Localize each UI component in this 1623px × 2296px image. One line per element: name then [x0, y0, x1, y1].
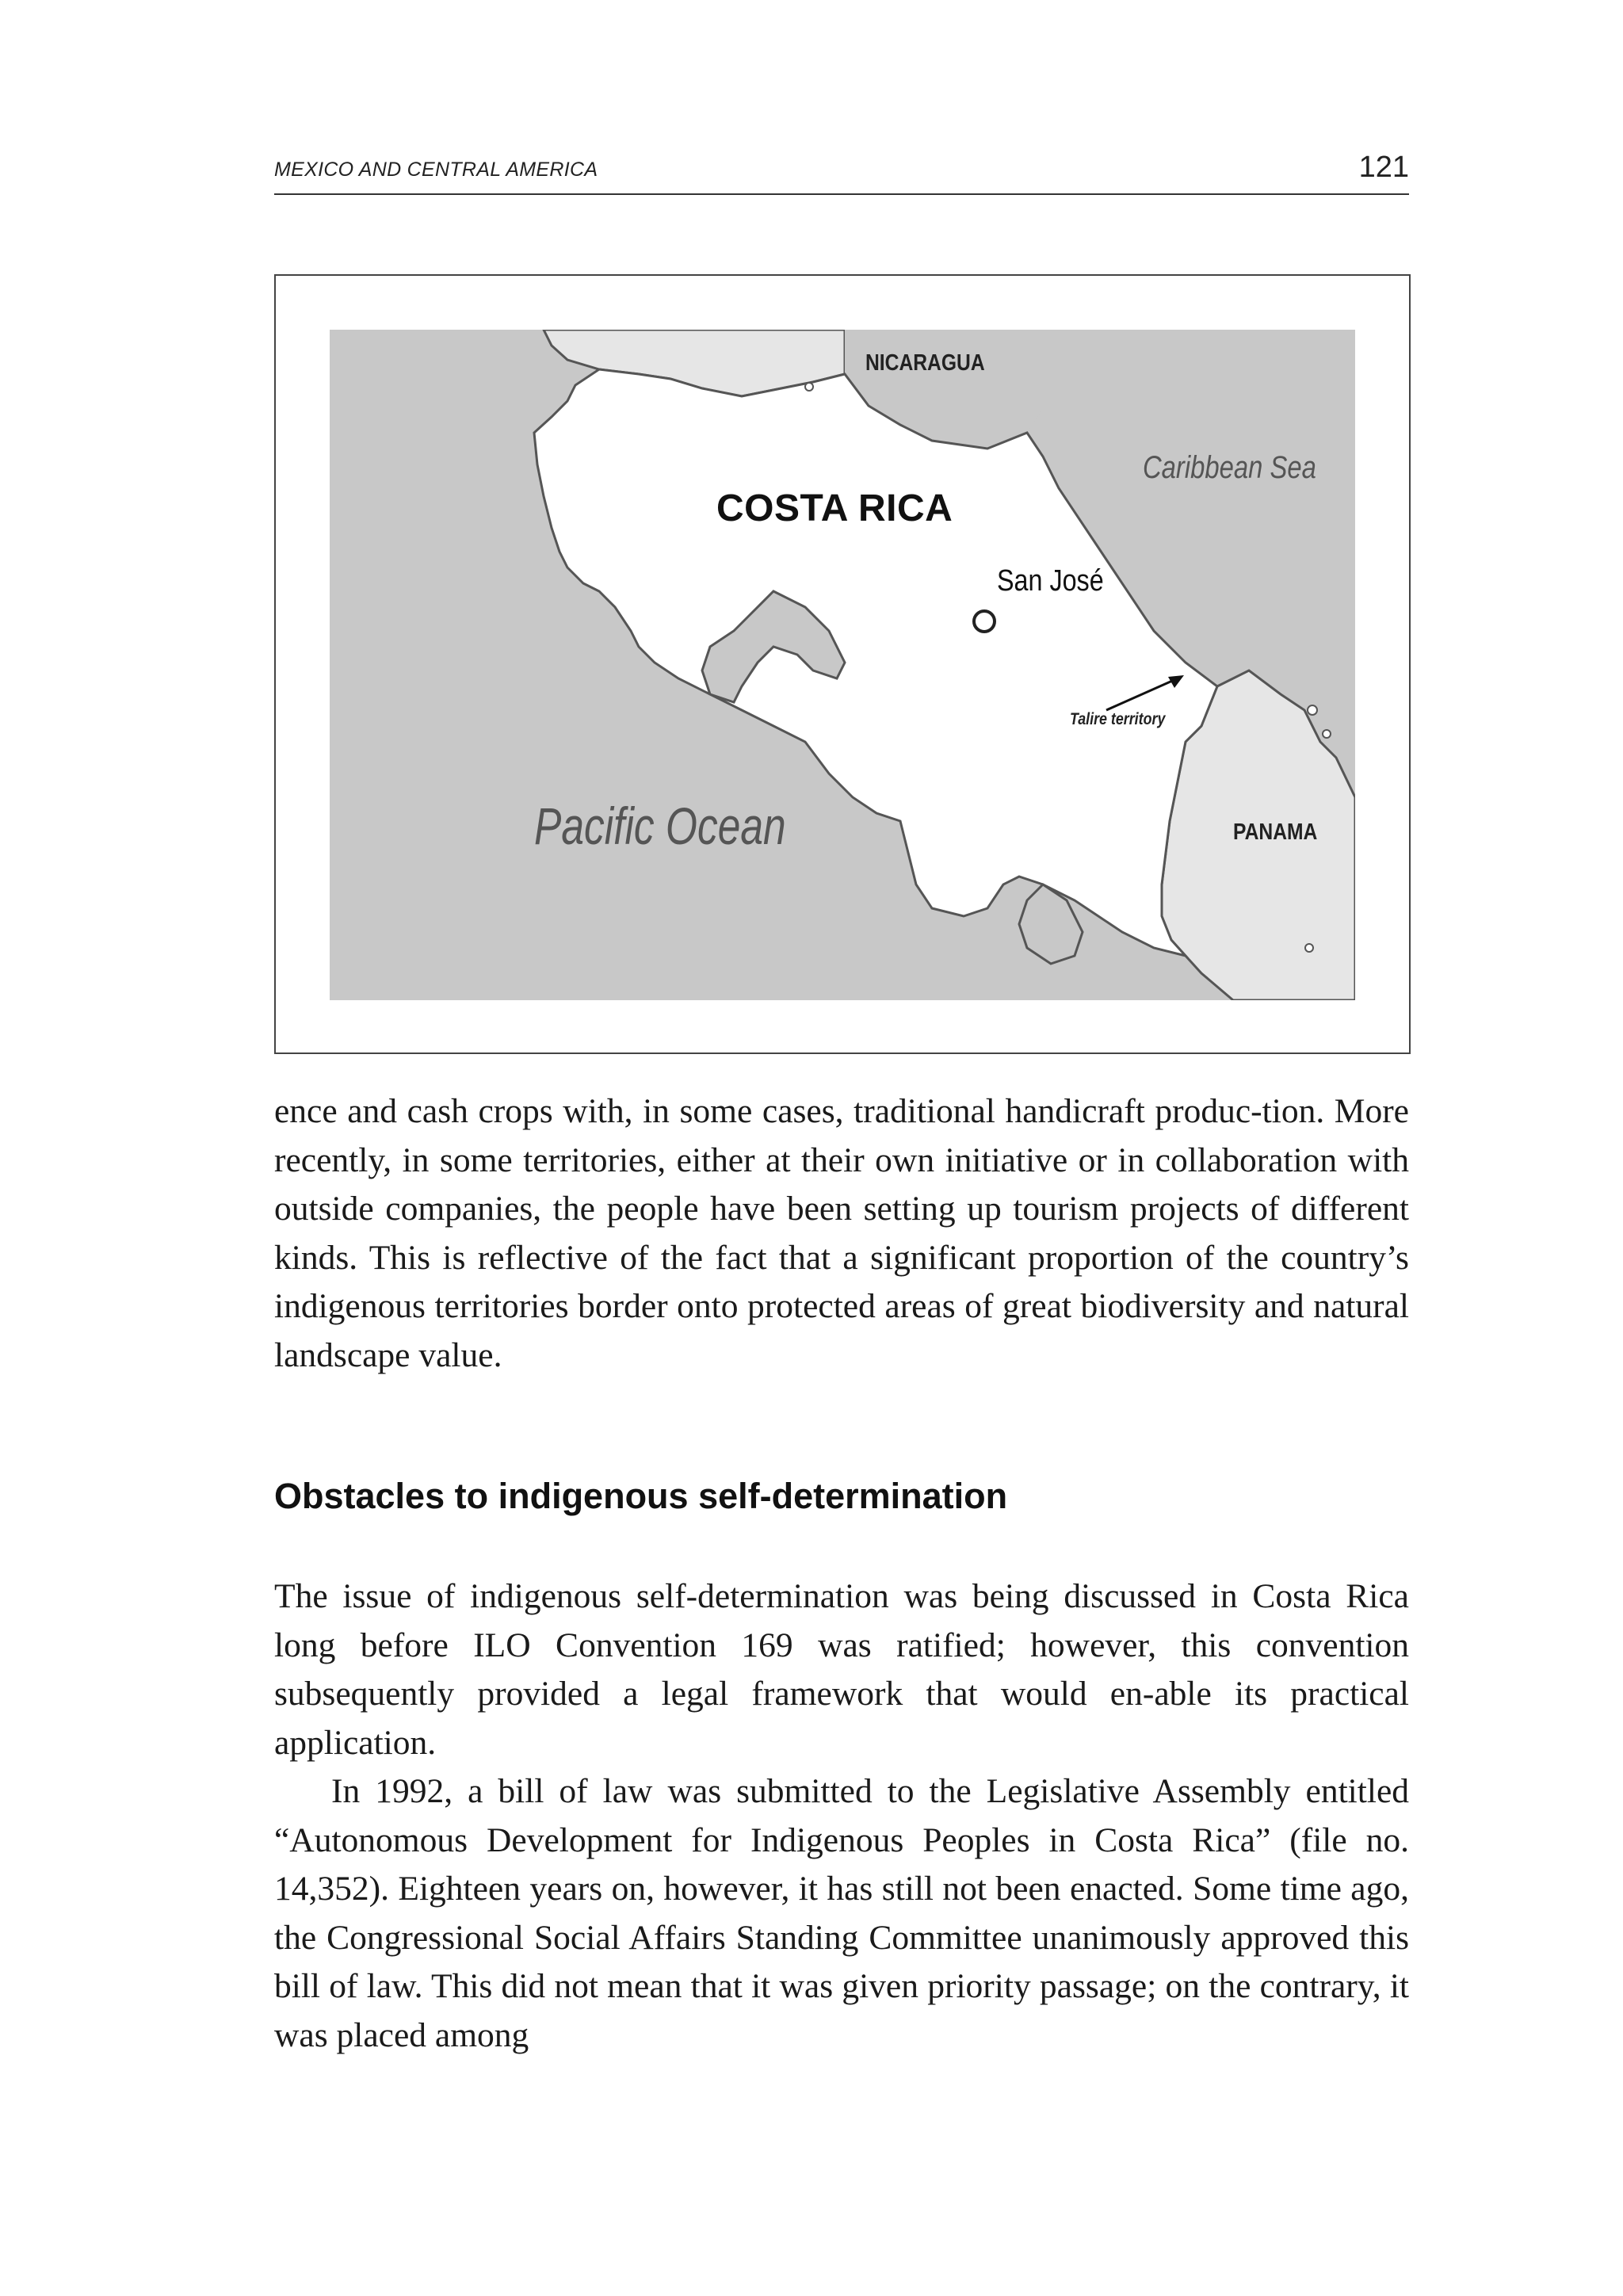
island — [1308, 705, 1317, 715]
running-head-title: MEXICO AND CENTRAL AMERICA — [274, 159, 598, 181]
paragraph-continuation: ence and cash crops with, in some cases, traditional handicraft produc-tion. More recently, in some territories, either at their own initiative or in collaboration with outside companies, the people have been setting up tourism projects of different kinds. This is reflective of the fact that a significant proportion of the country’s indigenous territories border onto protected areas of great biodiversity and natural landscape value. — [274, 1092, 1409, 1374]
label-caribbean-sea: Caribbean Sea — [1143, 450, 1316, 485]
island — [1305, 944, 1313, 952]
label-pacific-ocean: Pacific Ocean — [534, 797, 786, 855]
island — [805, 383, 813, 391]
continuation-text — [274, 1087, 1409, 1380]
page-number: 121 — [1358, 151, 1409, 184]
label-talire-territory: Talire territory — [1070, 710, 1166, 728]
running-head — [274, 151, 1409, 195]
label-nicaragua: NICARAGUA — [865, 350, 985, 376]
section-heading: Obstacles to indigenous self-determination — [274, 1476, 1008, 1516]
costa-rica-map — [330, 330, 1355, 1000]
island — [1323, 730, 1331, 738]
paragraph: The issue of indigenous self-determination was being discussed in Costa Rica long before ILO Convention 169 was ratified; however, this convention subsequently provided a legal framework that would en-able its practical application. — [274, 1577, 1409, 1762]
map-drawing — [330, 330, 1355, 1000]
paragraph: In 1992, a bill of law was submitted to the Legislative Assembly entitled “Autonomous Development for Indigenous Peoples in Costa Rica” (file no. 14,352). Eighteen years on, however, it has still not been enacted. Some time ago, the Congressional Social Affairs Standing Committee unanimously approved this bill of law. This did not mean that it was given priority passage; on the contrary, it was placed among — [274, 1772, 1409, 2054]
map-figure — [274, 274, 1411, 1054]
section-body — [274, 1572, 1409, 2060]
san-jose-marker — [974, 611, 995, 632]
label-costa-rica: COSTA RICA — [716, 487, 953, 529]
label-panama: PANAMA — [1233, 819, 1318, 845]
label-san-jose: San José — [997, 564, 1104, 598]
